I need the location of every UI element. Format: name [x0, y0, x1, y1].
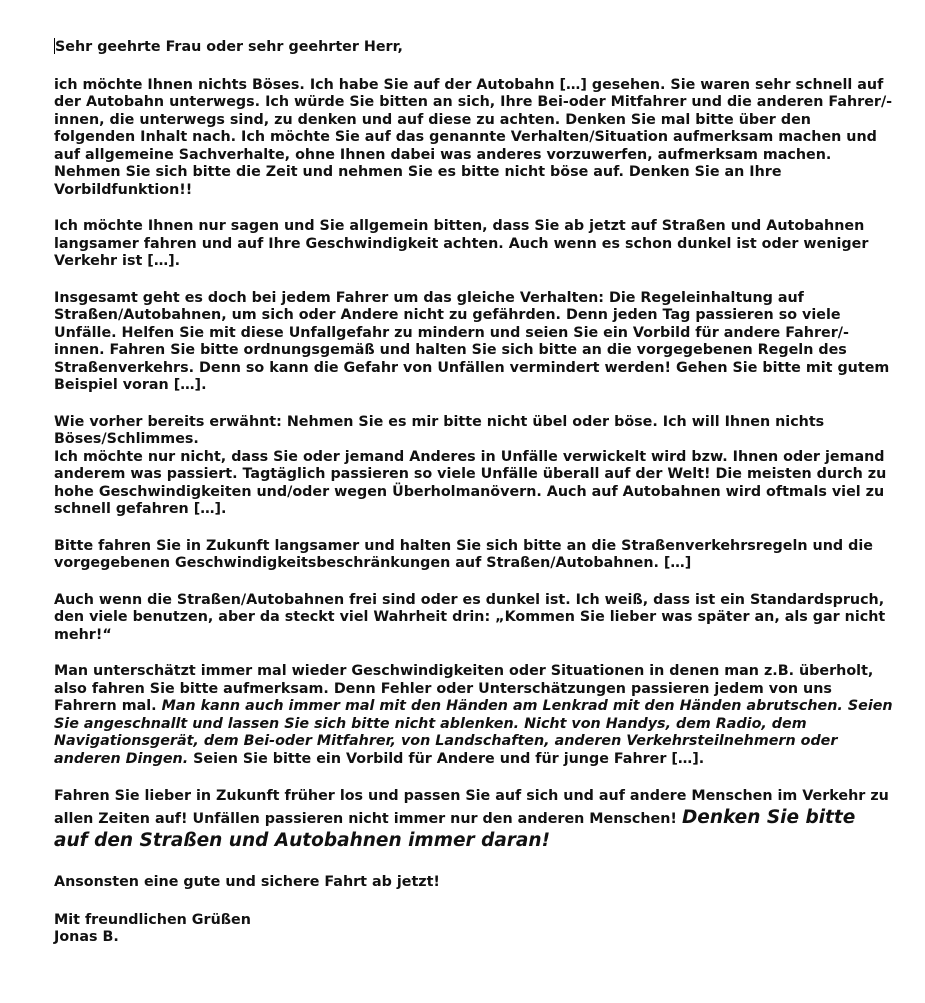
- paragraph-7-end: Seien Sie bitte ein Vorbild für Andere und für junge Fahrer […].: [188, 750, 705, 767]
- closing-block: [54, 912, 894, 947]
- paragraph-8-normal: Fahren Sie lieber in Zukunft früher los und passen Sie auf sich und auf andere Menschen im Verkehr zu allen Zeiten auf! Unfällen passieren nicht immer nur den anderen Menschen!: [54, 788, 889, 827]
- paragraph-4-line-2: Ich möchte nur nicht, dass Sie oder jemand Anderes in Unfälle verwickelt wird bzw. Ihnen oder jemand anderem was passiert. Tagtäglich passieren so viele Unfälle überall auf der Welt! Die meisten durch zu hohe Geschwindigkeiten und/oder wegen Überholmanövern. Auch auf Autobahnen wird oftmals viel zu schnell gefahren […].: [54, 448, 887, 517]
- paragraph-8-emphasis: Denken Sie bitte auf den Straßen und Autobahnen immer daran!: [54, 807, 856, 851]
- salutation: Sehr geehrte Frau oder sehr geehrter Herr,: [55, 39, 403, 55]
- paragraph-4: [54, 414, 894, 519]
- paragraph-1: ich möchte Ihnen nichts Böses. Ich habe Sie auf der Autobahn […] gesehen. Sie waren sehr schnell auf der Autobahn unterwegs. Ich würde Sie bitten an sich, Ihre Bei-oder Mitfahrer und die anderen Fahrer/-innen, die unterwegs sind, zu denken und auf diese zu achten. Denken Sie mal bitte über den folgenden Inhalt nach. Ich möchte Sie auf das genannte Verhalten/Situation aufmerksam machen und auf allgemeine Sachverhalte, ohne Ihnen dabei was anderes vorzuwerfen, aufmerksam machen. Nehmen Sie sich bitte die Zeit und nehmen Sie es bitte nicht böse auf. Denken Sie an Ihre Vorbildfunktion!!: [54, 76, 893, 198]
- signature: Jonas B.: [54, 929, 119, 945]
- paragraph-3: Insgesamt geht es doch bei jedem Fahrer um das gleiche Verhalten: Die Regeleinhaltung auf Straßen/Autobahnen, um sich oder Andere nicht zu gefährden. Denn jeden Tag passieren so viele Unfälle. Helfen Sie mit diese Unfallgefahr zu mindern und seien Sie ein Vorbild für andere Fahrer/-innen. Fahren Sie bitte ordnungsgemäß und halten Sie sich bitte an die vorgegebenen Regeln des Straßenverkehrs. Denn so kann die Gefahr von Unfällen vermindert werden! Gehen Sie bitte mit gutem Beispiel voran […].: [54, 289, 890, 393]
- paragraph-7: [54, 663, 894, 768]
- paragraph-9: Ansonsten eine gute und sichere Fahrt ab jetzt!: [54, 874, 440, 890]
- closing: Mit freundlichen Grüßen: [54, 911, 251, 928]
- letter-document[interactable]: [54, 38, 894, 947]
- paragraph-6: Auch wenn die Straßen/Autobahnen frei sind oder es dunkel ist. Ich weiß, dass ist ein Standardspruch, den viele benutzen, aber da steckt viel Wahrheit drin: „Kommen Sie lieber was später an, als gar nicht mehr!“: [54, 591, 886, 643]
- paragraph-8: [54, 787, 894, 852]
- paragraph-4-line-1: Wie vorher bereits erwähnt: Nehmen Sie es mir bitte nicht übel oder böse. Ich will Ihnen nichts Böses/Schlimmes.: [54, 413, 825, 447]
- paragraph-5: Bitte fahren Sie in Zukunft langsamer und halten Sie sich bitte an die Straßenverkehrsregeln und die vorgegebenen Geschwindigkeitsbeschränkungen auf Straßen/Autobahnen. […]: [54, 537, 873, 571]
- paragraph-2: Ich möchte Ihnen nur sagen und Sie allgemein bitten, dass Sie ab jetzt auf Straßen und Autobahnen langsamer fahren und auf Ihre Geschwindigkeit achten. Auch wenn es schon dunkel ist oder weniger Verkehr ist […].: [54, 218, 869, 269]
- paragraph-7-normal: Man unterschätzt immer mal wieder Geschwindigkeiten oder Situationen in denen man z.B. überholt, also fahren Sie bitte aufmerksam. Denn Fehler oder Unterschätzungen passieren jedem von uns Fahrern mal.: [54, 663, 874, 714]
- paragraph-7-italic: Man kann auch immer mal mit den Händen am Lenkrad mit den Händen abrutschen. Seien Sie angeschnallt und lassen Sie sich bitte nicht ablenken. Nicht von Handys, dem Radio, dem Navigationsgerät, dem Bei-oder Mitfahrer, von Landschaften, anderen Verkehrsteilnehmern oder anderen Dingen.: [54, 698, 893, 767]
